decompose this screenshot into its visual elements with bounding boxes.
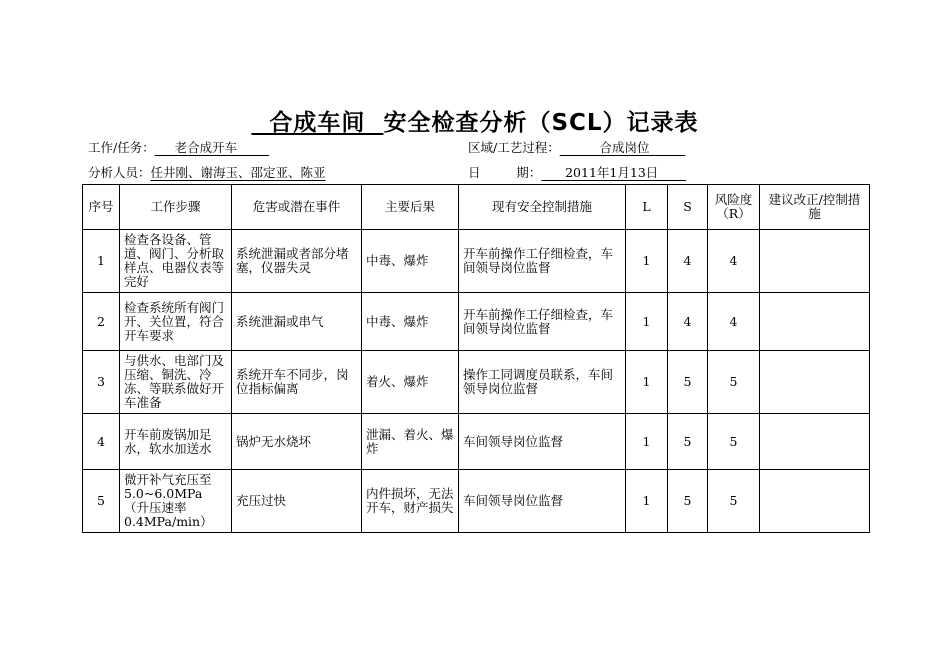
cell-l: 1 xyxy=(626,414,668,470)
table-header-row xyxy=(83,185,870,230)
analysts-value: 任井刚、谢海玉、邵定亚、陈亚 xyxy=(150,165,326,180)
cell-control: 操作工同调度员联系，车间领导岗位监督 xyxy=(459,351,626,414)
cell-no: 3 xyxy=(83,351,120,414)
cell-suggest xyxy=(760,414,870,470)
cell-no: 4 xyxy=(83,414,120,470)
cell-step: 微开补气充压至5.0~6.0MPa（升压速率0.4MPa/min） xyxy=(120,470,232,533)
analysts-label: 分析人员： xyxy=(88,165,151,180)
cell-no: 2 xyxy=(83,293,120,351)
cell-control: 开车前操作工仔细检查，车间领导岗位监督 xyxy=(459,293,626,351)
cell-hazard: 系统泄漏或者部分堵塞，仪器失灵 xyxy=(232,230,362,293)
cell-s: 4 xyxy=(668,293,708,351)
title-workshop: 合成车间 xyxy=(251,110,384,136)
analysts-field xyxy=(88,163,326,181)
cell-consequence: 泄漏、着火、爆炸 xyxy=(362,414,459,470)
cell-suggest xyxy=(760,230,870,293)
cell-step: 与供水、电部门及压缩、铜洗、冷冻、等联系做好开车准备 xyxy=(120,351,232,414)
cell-r: 5 xyxy=(708,414,760,470)
task-field xyxy=(88,138,269,156)
cell-suggest xyxy=(760,351,870,414)
cell-step: 开车前废锅加足水，软水加送水 xyxy=(120,414,232,470)
cell-consequence: 内件损坏，无法开车，财产损失 xyxy=(362,470,459,533)
header-r: 风险度（R） xyxy=(708,185,760,230)
header-control: 现有安全控制措施 xyxy=(459,185,626,230)
cell-s: 4 xyxy=(668,230,708,293)
table-row xyxy=(83,230,870,293)
cell-step: 检查系统所有阀门开、关位置，符合开车要求 xyxy=(120,293,232,351)
cell-l: 1 xyxy=(626,351,668,414)
cell-l: 1 xyxy=(626,470,668,533)
cell-no: 1 xyxy=(83,230,120,293)
cell-suggest xyxy=(760,293,870,351)
task-label: 工作/任务： xyxy=(88,140,155,155)
page-title xyxy=(0,104,950,137)
cell-hazard: 锅炉无水烧坏 xyxy=(232,414,362,470)
table-row xyxy=(83,414,870,470)
cell-r: 5 xyxy=(708,470,760,533)
date-field xyxy=(468,163,686,181)
cell-hazard: 系统泄漏或串气 xyxy=(232,293,362,351)
cell-consequence: 中毒、爆炸 xyxy=(362,293,459,351)
header-s: S xyxy=(668,185,708,230)
cell-no: 5 xyxy=(83,470,120,533)
cell-s: 5 xyxy=(668,351,708,414)
header-consequence: 主要后果 xyxy=(362,185,459,230)
cell-consequence: 着火、爆炸 xyxy=(362,351,459,414)
cell-control: 开车前操作工仔细检查，车间领导岗位监督 xyxy=(459,230,626,293)
cell-hazard: 充压过快 xyxy=(232,470,362,533)
cell-suggest xyxy=(760,470,870,533)
title-main: 安全检查分析（SCL）记录表 xyxy=(383,110,699,136)
cell-control: 车间领导岗位监督 xyxy=(459,414,626,470)
header-step: 工作步骤 xyxy=(120,185,232,230)
cell-control: 车间领导岗位监督 xyxy=(459,470,626,533)
task-value: 老合成开车 xyxy=(154,140,269,155)
cell-hazard: 系统开车不同步，岗位指标偏离 xyxy=(232,351,362,414)
area-value: 合成岗位 xyxy=(559,140,686,155)
cell-s: 5 xyxy=(668,414,708,470)
header-suggest: 建议改正/控制措施 xyxy=(760,185,870,230)
header-l: L xyxy=(626,185,668,230)
table-row xyxy=(83,351,870,414)
cell-r: 5 xyxy=(708,351,760,414)
cell-s: 5 xyxy=(668,470,708,533)
cell-l: 1 xyxy=(626,293,668,351)
area-label: 区域/工艺过程： xyxy=(468,140,560,155)
cell-r: 4 xyxy=(708,230,760,293)
date-value: 2011年1月13日 xyxy=(541,165,687,180)
cell-step: 检查各设备、管道、阀门、分析取样点、电器仪表等完好 xyxy=(120,230,232,293)
header-hazard: 危害或潜在事件 xyxy=(232,185,362,230)
header-no: 序号 xyxy=(83,185,120,230)
date-label: 日 期： xyxy=(468,165,542,180)
table-row xyxy=(83,293,870,351)
cell-l: 1 xyxy=(626,230,668,293)
scl-table xyxy=(82,184,870,533)
cell-consequence: 中毒、爆炸 xyxy=(362,230,459,293)
area-field xyxy=(468,138,685,156)
table-row xyxy=(83,470,870,533)
cell-r: 4 xyxy=(708,293,760,351)
